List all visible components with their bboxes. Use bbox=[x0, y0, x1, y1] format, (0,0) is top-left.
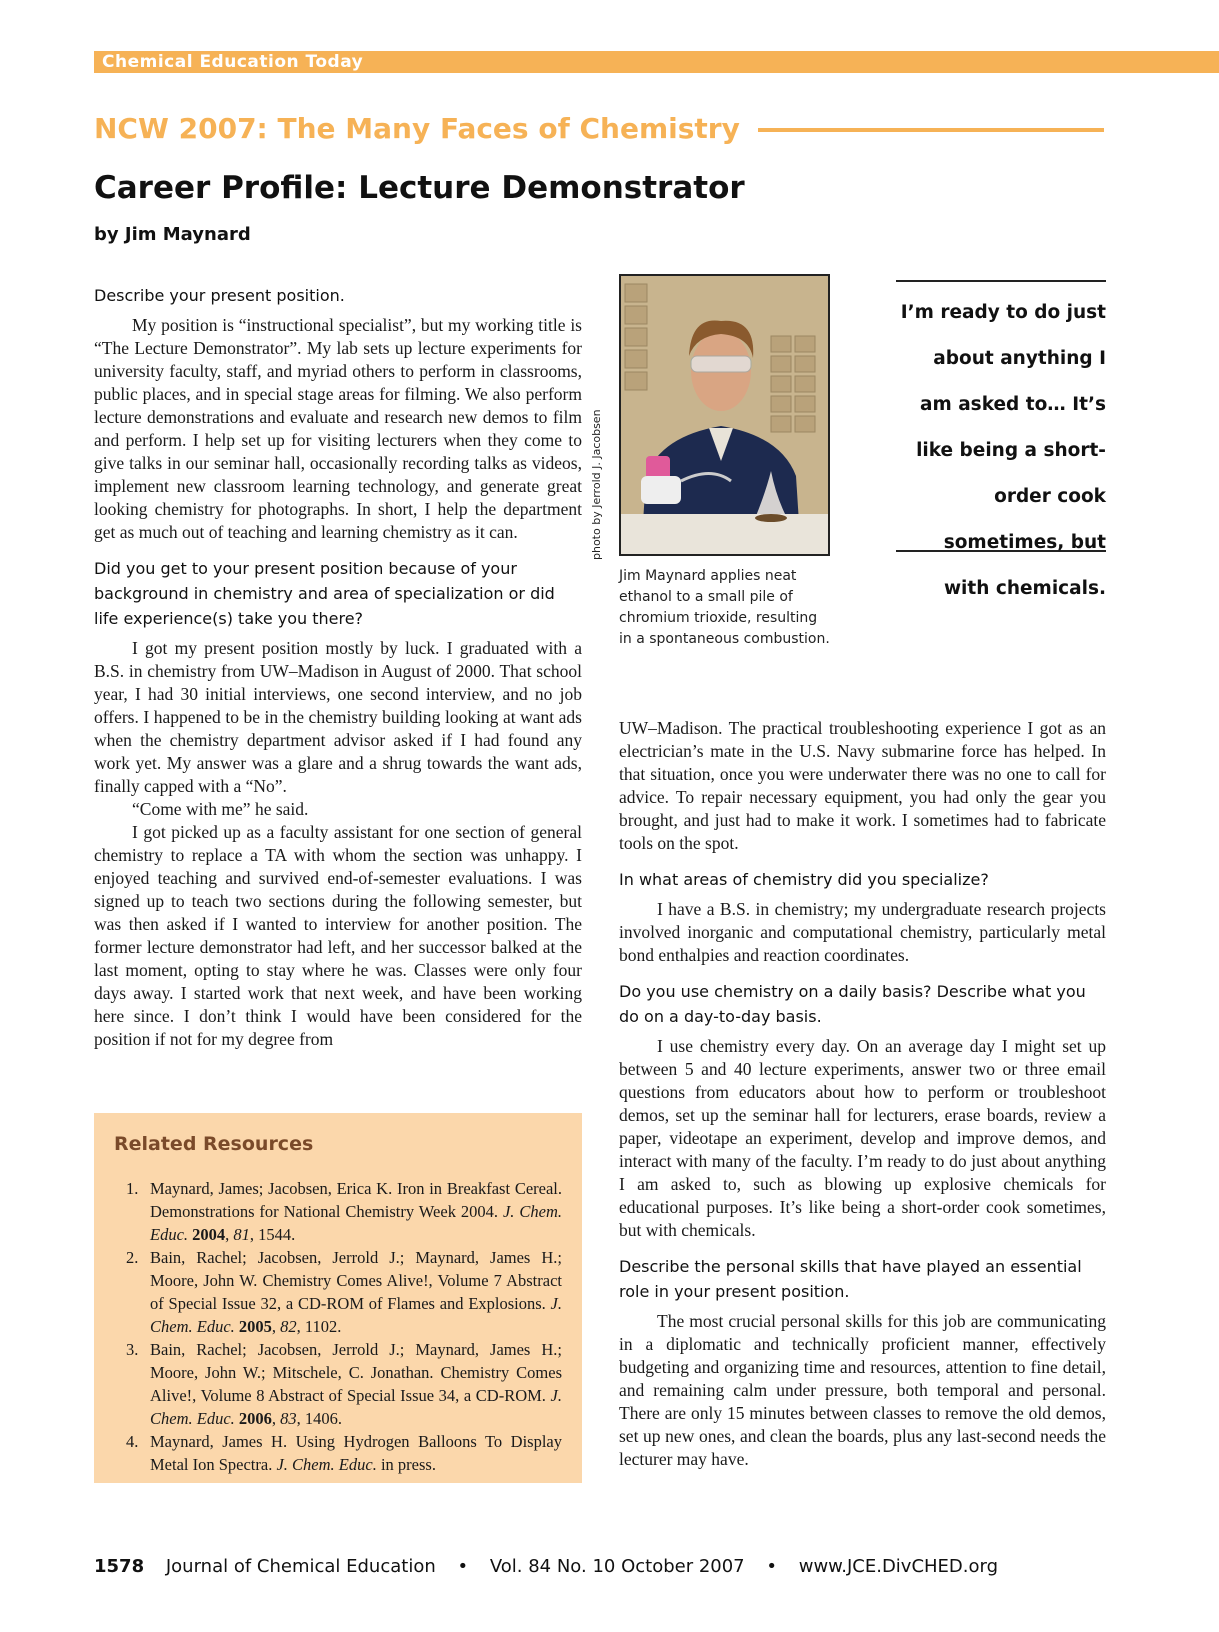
paragraph: I have a B.S. in chemistry; my undergraduate research projects involved inorganic and computational chemistry, particularly metal bond enthalpies and reaction coordinates. bbox=[619, 899, 1106, 965]
series-title bbox=[94, 108, 1104, 148]
paragraph: UW–Madison. The practical troubleshooting experience I got as an electrician’s mate in the U.S. Navy submarine force has helped. In that situation, once you were underwater there was no one to call for advice. To repair necessary equipment, you had only the gear you brought, and just had to make it work. I sometimes had to fabricate tools on the spot. bbox=[619, 718, 1106, 853]
page-number: 1578 bbox=[94, 1556, 145, 1577]
journal-url[interactable]: www.JCE.DivCHED.org bbox=[798, 1556, 999, 1577]
journal-name: Journal of Chemical Education bbox=[165, 1556, 436, 1577]
related-resources-box bbox=[94, 1113, 582, 1483]
section-banner bbox=[94, 51, 1219, 73]
series-title-text: NCW 2007: The Many Faces of Chemistry bbox=[94, 111, 740, 145]
paragraph: The most crucial personal skills for this job are communicating in a diplomatic and technically proficient manner, effectively budgeting and organizing time and resources, attention to fine detail, and remaining calm under pressure, both temporal and personal. There are only 15 minutes between classes to remove the old demos, set up new ones, and clean the boards, plus any last-second needs the lecturer may have. bbox=[619, 1311, 1106, 1469]
resource-item: 3. Bain, Rachel; Jacobsen, Jerrold J.; Maynard, James H.; Moore, John W.; Mitschele, C. Jonathan. Chemistry Comes Alive!, Volume 8 Abstract of Special Issue 34, a CD-ROM. J. Chem. Educ. 2006, 83, 1406. bbox=[126, 1340, 562, 1428]
series-title-rule bbox=[758, 128, 1104, 132]
bullet-separator: • bbox=[766, 1556, 777, 1577]
bullet-separator: • bbox=[457, 1556, 469, 1577]
paragraph: I got picked up as a faculty assistant for one section of general chemistry to replace a TA with whom the section was unhappy. I enjoyed teaching and survived end-of-semester evaluations. I was signed up to teach two sections during the following semester, but was then asked if I wanted to interview for another position. The former lecture demonstrator had left, and her successor balked at the last moment, opting to stay where he was. Classes were only four days away. I started work that next week, and have been working here since. I don’t think I would have been considered for the position if not for my degree from bbox=[94, 822, 582, 1049]
photo-caption: Jim Maynard applies neat ethanol to a small pile of chromium trioxide, resulting in a spontaneous combustion. bbox=[619, 568, 830, 647]
paragraph: My position is “instructional specialist”, but my working title is “The Lecture Demonstrator”. My lab sets up lecture experiments for university faculty, staff, and myriad others to perform in classrooms, public places, and in special stage areas for filming. We also perform lecture demonstrations and evaluate and research new demos to film and perform. I help set up for visiting lecturers when they come to give talks in our seminar hall, occasionally recording talks as videos, implement new classroom learning technology, and generate great looking chemistry for photographs. In short, I help the department get as much out of teaching and learning chemistry as it can. bbox=[94, 315, 582, 542]
question-heading: Describe the personal skills that have played an essential role in your present position. bbox=[619, 1257, 1082, 1301]
related-resources-title: Related Resources bbox=[114, 1133, 314, 1155]
resource-item: 2. Bain, Rachel; Jacobsen, Jerrold J.; Maynard, James H.; Moore, John W. Chemistry Comes Alive!, Volume 7 Abstract of Special Issue 32, a CD-ROM of Flames and Explosions. J. Chem. Educ. 2005, 82, 1102. bbox=[126, 1248, 562, 1336]
right-column bbox=[619, 717, 1106, 1471]
question-heading: In what areas of chemistry did you specialize? bbox=[619, 870, 989, 889]
author-photo bbox=[619, 274, 830, 556]
resource-item: 4. Maynard, James H. Using Hydrogen Balloons To Display Metal Ion Spectra. J. Chem. Educ. in press. bbox=[126, 1432, 562, 1474]
question-heading: Do you use chemistry on a daily basis? Describe what you do on a day-to-day basis. bbox=[619, 982, 1086, 1026]
photo-illustration bbox=[621, 276, 828, 554]
byline: by Jim Maynard bbox=[94, 224, 251, 245]
resource-item: 1. Maynard, James; Jacobsen, Erica K. Iron in Breakfast Cereal. Demonstrations for National Chemistry Week 2004. J. Chem. Educ. 2004, 81, 1544. bbox=[126, 1179, 563, 1244]
article-title: Career Profile: Lecture Demonstrator bbox=[94, 170, 745, 206]
paragraph: “Come with me” he said. bbox=[132, 799, 309, 819]
section-label: Chemical Education Today bbox=[102, 52, 364, 72]
left-column bbox=[94, 283, 582, 1051]
paragraph: I use chemistry every day. On an average day I might set up between 5 and 40 lecture experiments, answer two or three email questions from educators about how to perform or troubleshoot demos, set up the seminar hall for lecturers, erase boards, review a paper, videotape an experiment, develop and improve demos, and interact with many of the faculty. I’m ready to do just about anything I am asked to, such as blowing up explosive chemicals for educational purposes. It’s like being a short-order cook sometimes, but with chemicals. bbox=[619, 1036, 1106, 1240]
question-heading: Did you get to your present position because of your background in chemistry and area of specialization or did life experience(s) take you there? bbox=[94, 559, 555, 628]
paragraph: I got my present position mostly by luck. I graduated with a B.S. in chemistry from UW–Madison in August of 2000. That school year, I had 30 initial interviews, one second interview, and no job offers. I happened to be in the chemistry building looking at want ads when the chemistry department advisor asked if I had found any work yet. My answer was a glare and a shrug towards the want ads, finally capped with a “No”. bbox=[94, 638, 582, 796]
pull-quote: I’m ready to do just about anything I am asked to… It’s like being a short-order cook sometimes, but with chemicals. bbox=[896, 280, 1106, 552]
resources-list bbox=[114, 1177, 562, 1476]
page-footer bbox=[94, 1556, 1094, 1577]
question-heading: Describe your present position. bbox=[94, 286, 345, 305]
issue-info: Vol. 84 No. 10 October 2007 bbox=[489, 1556, 745, 1577]
